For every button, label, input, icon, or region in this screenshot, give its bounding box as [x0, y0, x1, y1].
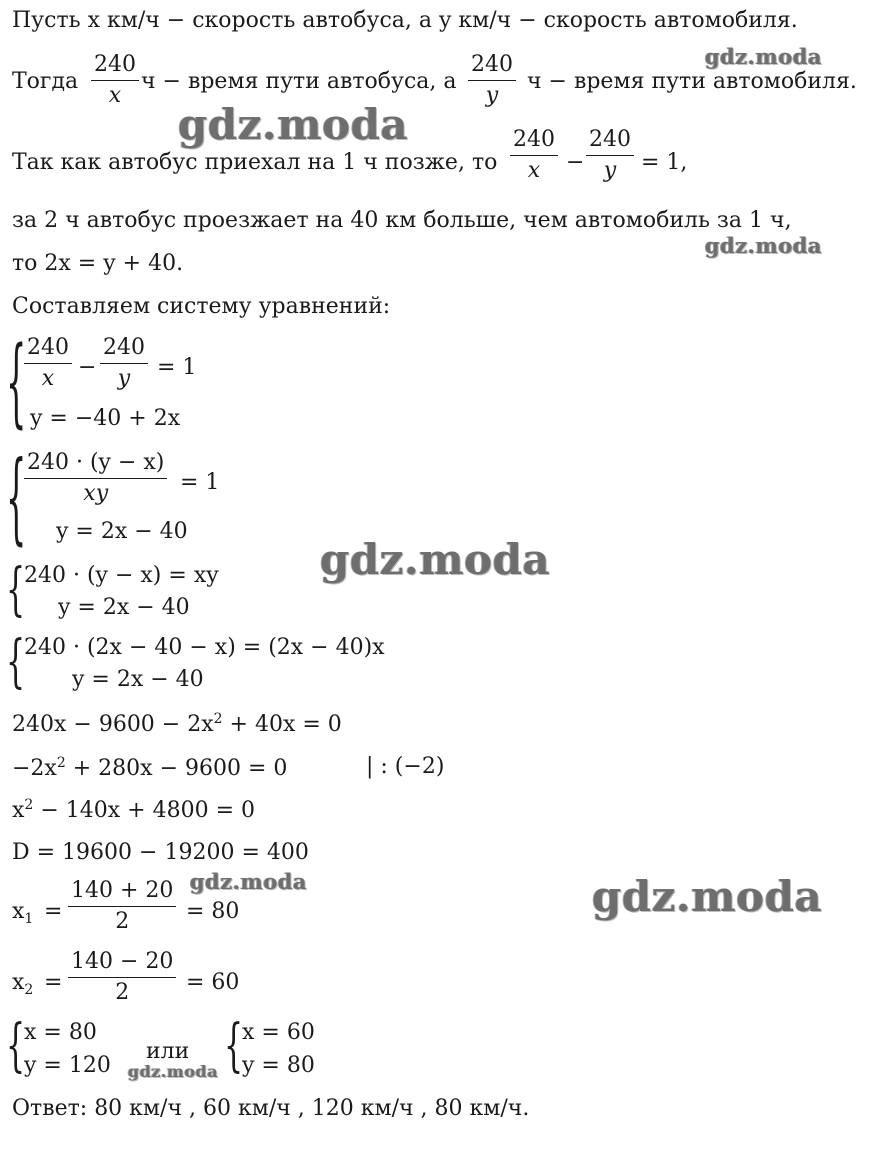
final-answer: Ответ: 80 км/ч , 60 км/ч , 120 км/ч , 80 км/ч. [12, 1096, 530, 1121]
x1-result: = 80 [186, 899, 240, 924]
brace-answer-1: { [6, 1013, 26, 1080]
fraction-240-over-y: 240 y [468, 54, 516, 107]
watermark: gdz.moda [178, 100, 409, 149]
watermark: gdz.moda [128, 1062, 219, 1081]
fraction-240-over-x: 240 x [91, 54, 139, 107]
text-bus-later: Так как автобус приехал на 1 ч позже, то [12, 150, 498, 175]
x1-label: $x_1$ [12, 899, 34, 927]
brace-system-1: { [6, 325, 27, 439]
answer1-y: y = 120 [24, 1053, 111, 1078]
sys4-row1: 240 · (2x − 40 − x) = (2x − 40)x [24, 635, 385, 660]
text-distance: за 2 ч автобус проезжает на 40 км больше, чем автомобиль за 1 ч, [12, 208, 792, 233]
brace-answer-2: { [224, 1013, 244, 1080]
x1-fraction: 140 + 20 2 [68, 880, 176, 933]
answer2-x: x = 60 [242, 1020, 315, 1045]
text-bus-time: ч − время пути автобуса, а [141, 69, 457, 94]
sys1-minus: − [78, 355, 97, 380]
equation-expanded: $240x - 9600 - 2x^2 + 40x = 0$ [12, 711, 342, 737]
divide-note: | : (−2) [366, 754, 445, 779]
text-then: Тогда [12, 69, 79, 94]
fraction-240-over-y-2: 240 y [586, 129, 634, 182]
or-word: или [146, 1039, 190, 1064]
watermark: gdz.moda [592, 872, 823, 921]
answer2-y: y = 80 [242, 1053, 315, 1078]
x1-equals: = [44, 899, 63, 924]
sys2-equals: = 1 [180, 470, 220, 495]
brace-system-4: { [6, 629, 26, 696]
sys2-row2: y = 2x − 40 [56, 519, 188, 544]
x2-label: $x_2$ [12, 970, 34, 998]
sys1-equals: = 1 [157, 355, 197, 380]
sys4-row2: y = 2x − 40 [72, 667, 204, 692]
fraction-240-over-x-2: 240 x [510, 129, 558, 182]
sys1-row2: y = −40 + 2x [30, 406, 181, 431]
watermark: gdz.moda [705, 233, 823, 258]
equals-one: = 1, [641, 150, 688, 175]
brace-system-3: { [6, 557, 26, 624]
x2-result: = 60 [186, 970, 240, 995]
text-equation-2x: то 2x = y + 40. [12, 251, 184, 276]
sys1-fraction-x: 240 x [24, 337, 72, 390]
x2-fraction: 140 − 20 2 [68, 951, 176, 1004]
discriminant: D = 19600 − 19200 = 400 [12, 840, 309, 865]
minus-sign: − [566, 150, 585, 175]
answer1-x: x = 80 [24, 1020, 97, 1045]
text-line-intro: Пусть x км/ч − скорость автобуса, а y км/ч − скорость автомобиля. [12, 8, 798, 33]
text-system-intro: Составляем систему уравнений: [12, 294, 391, 319]
brace-system-2: { [6, 438, 27, 557]
x2-equals: = [44, 970, 63, 995]
sys3-row2: y = 2x − 40 [58, 595, 190, 620]
watermark: gdz.moda [705, 44, 823, 69]
watermark: gdz.moda [320, 535, 551, 584]
equation-quadratic: $-2x^2 + 280x - 9600 = 0$ [12, 755, 288, 781]
text-car-time: ч − время пути автомобиля. [527, 69, 857, 94]
sys2-fraction: 240 · (y − x) xy [24, 452, 167, 505]
sys1-fraction-y: 240 y [100, 337, 148, 390]
sys3-row1: 240 · (y − x) = xy [24, 563, 219, 588]
watermark: gdz.moda [190, 869, 308, 894]
equation-reduced: $x^2 - 140x + 4800 = 0$ [12, 797, 255, 823]
